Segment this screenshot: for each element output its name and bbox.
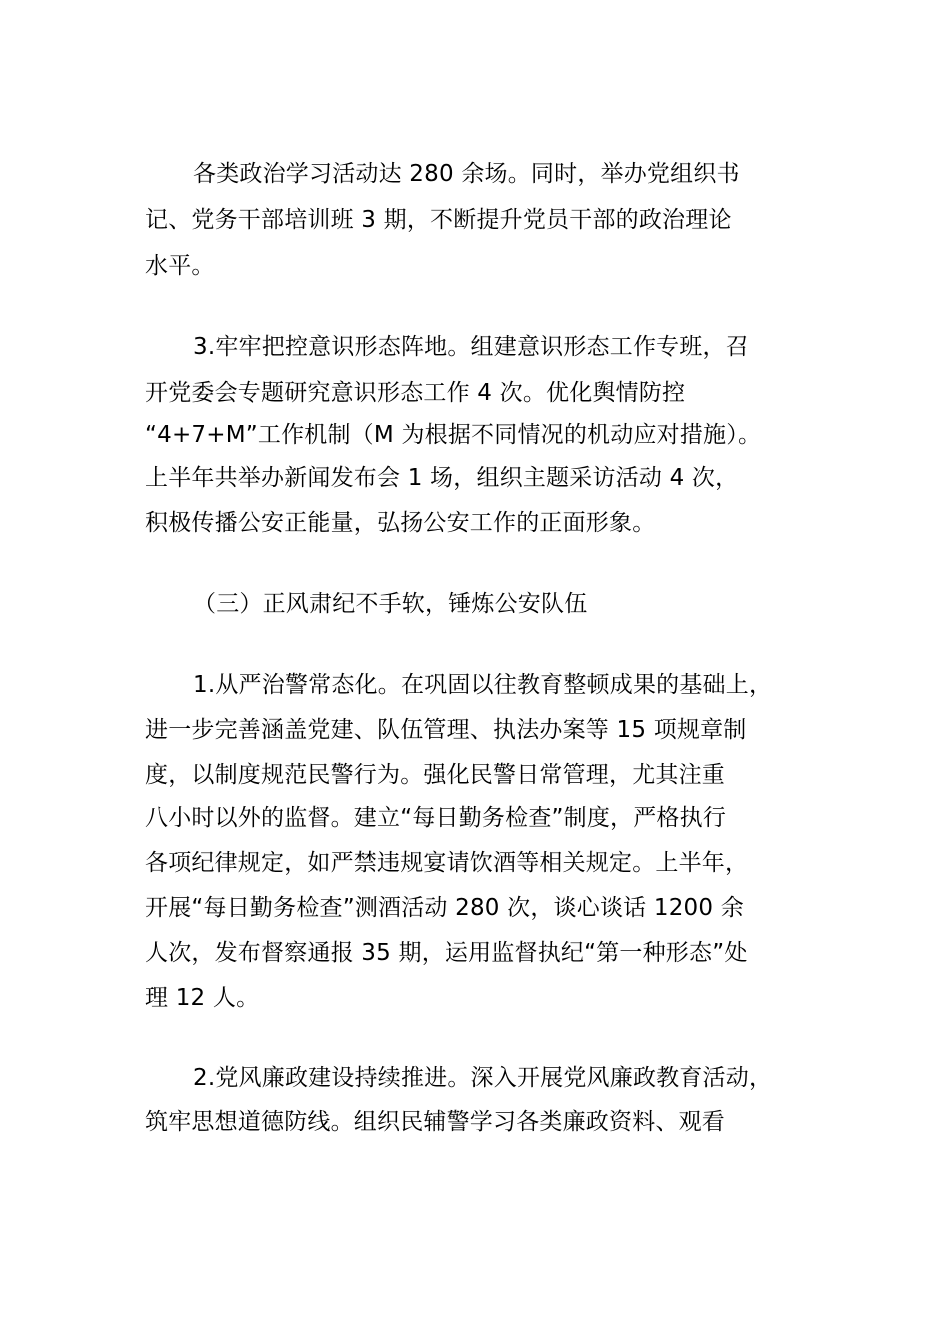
paragraph-1-line-1: 各类政治学习活动达 280 余场。同时，举办党组织书 — [193, 161, 740, 187]
paragraph-3-line-6: 开展“每日勤务检查”测酒活动 280 次，谈心谈话 1200 余 — [145, 895, 744, 921]
section-heading: （三）正风肃纪不手软，锤炼公安队伍 — [193, 591, 588, 617]
paragraph-4-line-2: 筑牢思想道德防线。组织民辅警学习各类廉政资料、观看 — [145, 1109, 725, 1135]
paragraph-2-line-3: “4+7+M”工作机制（M 为根据不同情况的机动应对措施）。 — [145, 422, 762, 448]
paragraph-1-line-3: 水平。 — [145, 253, 215, 279]
paragraph-2-line-1: 3.牢牢把控意识形态阵地。组建意识形态工作专班，召 — [193, 334, 749, 360]
paragraph-3-line-3: 度，以制度规范民警行为。强化民警日常管理，尤其注重 — [145, 762, 725, 788]
paragraph-2-line-4: 上半年共举办新闻发布会 1 场，组织主题采访活动 4 次， — [145, 465, 739, 491]
paragraph-3-line-5: 各项纪律规定，如严禁违规宴请饮酒等相关规定。上半年， — [145, 850, 749, 876]
paragraph-4-line-1: 2.党风廉政建设持续推进。深入开展党风廉政教育活动， — [193, 1065, 773, 1091]
paragraph-3-line-4: 八小时以外的监督。建立“每日勤务检查”制度，严格执行 — [145, 805, 727, 831]
paragraph-3-line-7: 人次，发布督察通报 35 期，运用监督执纪“第一种形态”处 — [145, 940, 748, 966]
paragraph-3-line-2: 进一步完善涵盖党建、队伍管理、执法办案等 15 项规章制 — [145, 717, 747, 743]
paragraph-2-line-2: 开党委会专题研究意识形态工作 4 次。优化舆情防控 — [145, 380, 686, 406]
paragraph-2-line-5: 积极传播公安正能量，弘扬公安工作的正面形象。 — [145, 510, 656, 536]
paragraph-3-line-8: 理 12 人。 — [145, 985, 260, 1011]
paragraph-1-line-2: 记、党务干部培训班 3 期，不断提升党员干部的政治理论 — [145, 207, 732, 233]
paragraph-3-line-1: 1.从严治警常态化。在巩固以往教育整顿成果的基础上， — [193, 672, 773, 698]
